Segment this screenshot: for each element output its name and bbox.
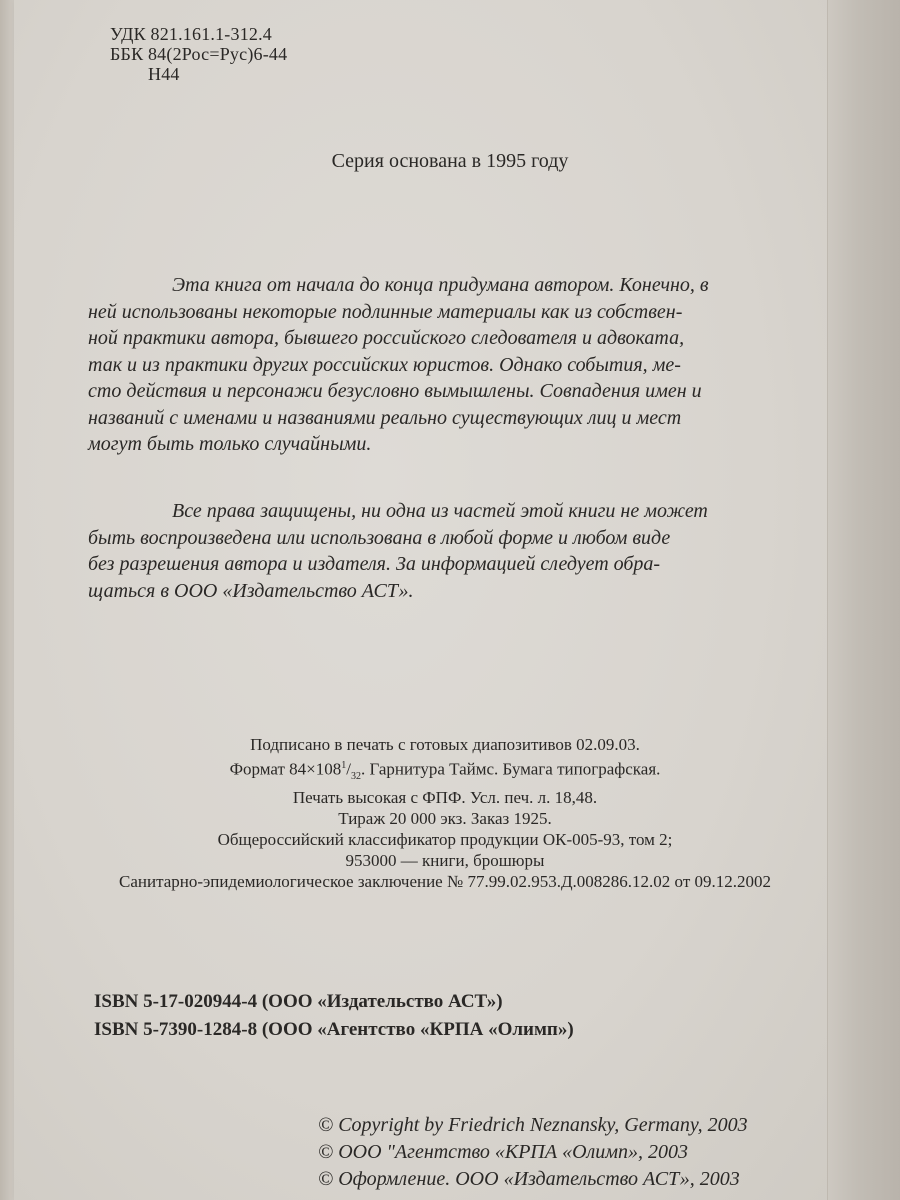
rights-line: щаться в ООО «Издательство АСТ». — [88, 579, 414, 602]
disclaimer-line: так и из практики других российских юристов. Однако события, ме- — [88, 353, 681, 376]
imprint-category: 953000 — книги, брошюры — [345, 851, 545, 871]
imprint-print: Печать высокая с ФПФ. Усл. печ. л. 18,48. — [292, 788, 598, 808]
copyright-line: © Copyright by Friedrich Neznansky, Germany, 2003 — [318, 1114, 748, 1136]
rights-line: быть воспроизведена или использована в любой форме и любом виде — [88, 526, 671, 549]
copyright-line: © Оформление. ООО «Издательство АСТ», 2003 — [318, 1168, 740, 1190]
disclaimer-line: названий с именами и названиями реально существующих лиц и мест — [88, 406, 682, 429]
imprint-classifier: Общероссийский классификатор продукции ОК-005-93, том 2; — [217, 830, 673, 850]
author-code: Н44 — [148, 64, 180, 84]
rights-paragraph — [88, 498, 786, 604]
disclaimer-line: ней использованы некоторые подлинные материалы как из собствен- — [88, 300, 683, 323]
disclaimer-paragraph — [88, 272, 786, 458]
imprint-format: Формат $84\times 108^1/_{32}$. Гарнитура Таймс. Бумага типографская. — [229, 759, 661, 783]
isbn-line: ISBN 5-7390-1284-8 (ООО «Агентство «КРПА «Олимп») — [94, 1019, 574, 1040]
disclaimer-line: ной практики автора, бывшего российского следователя и адвоката, — [88, 327, 685, 349]
disclaimer-line: Эта книга от начала до конца придумана автором. Конечно, в — [172, 274, 709, 296]
bbk-code: ББК 84(2Рос=Рус)6-44 — [110, 44, 288, 64]
udk-code: УДК 821.161.1-312.4 — [110, 24, 273, 44]
imprint-block — [100, 734, 790, 892]
format-sup: 1 — [341, 760, 347, 771]
series-note: Серия основана в 1995 году — [331, 150, 569, 172]
format-prefix: Формат 84×108 — [229, 759, 342, 779]
imprint-run: Тираж 20 000 экз. Заказ 1925. — [338, 809, 552, 829]
format-sub: 32 — [350, 771, 361, 783]
imprint-sanitary: Санитарно-эпидемиологическое заключение № 77.99.02.953.Д.008286.12.02 от 09.12.2002 — [118, 872, 772, 892]
isbn-line: ISBN 5-17-020944-4 (ООО «Издательство АСТ») — [94, 991, 503, 1012]
rights-line: без разрешения автора и издателя. За информацией следует обра- — [88, 553, 661, 575]
disclaimer-line: сто действия и персонажи безусловно вымышлены. Совпадения имен и — [88, 380, 702, 402]
imprint-signed: Подписано в печать с готовых диапозитивов 02.09.03. — [250, 735, 640, 754]
disclaimer-line: могут быть только случайными. — [88, 433, 372, 455]
format-suffix: . Гарнитура Таймс. Бумага типографская. — [360, 759, 661, 779]
copyright-line: © ООО "Агентство «КРПА «Олимп», 2003 — [318, 1141, 689, 1163]
isbn-block — [94, 988, 574, 1044]
copyright-block — [318, 1112, 748, 1193]
rights-line: Все права защищены, ни одна из частей этой книги не может — [172, 500, 708, 522]
page-right-edge — [827, 0, 900, 1200]
classification-block — [110, 24, 287, 84]
